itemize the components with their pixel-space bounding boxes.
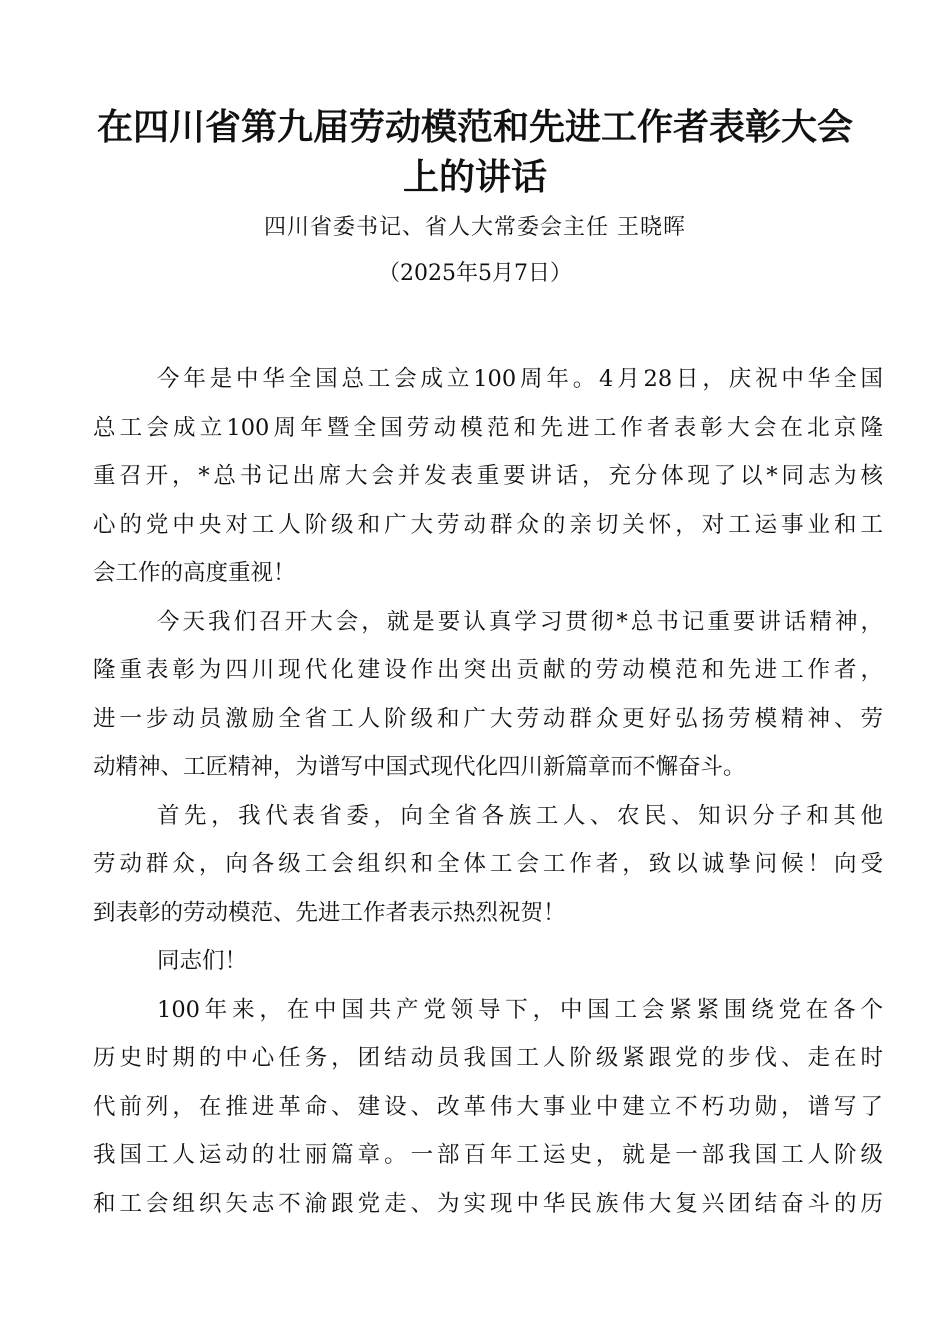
- document-author: 四川省委书记、省人大常委会主任 王晓晖: [264, 215, 686, 240]
- document-title-line-2: 上的讲话: [402, 157, 547, 198]
- paragraph-line: 同志们！: [157, 948, 248, 974]
- paragraph-line: 重召开，*总书记出席大会并发表重要讲话，充分体现了以*同志为核: [93, 463, 883, 489]
- paragraph-line: 历史时期的中心任务，团结动员我国工人阶级紧跟党的步伐、走在时: [93, 1045, 883, 1071]
- paragraph-line: 进一步动员激励全省工人阶级和广大劳动群众更好弘扬劳模精神、劳: [93, 705, 883, 732]
- paragraph-line: 我国工人运动的壮丽篇章。一部百年工运史，就是一部我国工人阶级: [93, 1142, 883, 1168]
- paragraph-line: 和工会组织矢志不渝跟党走、为实现中华民族伟大复兴团结奋斗的历: [93, 1190, 883, 1217]
- paragraph-line: 100年来，在中国共产党领导下，中国工会紧紧围绕党在各个: [157, 996, 883, 1023]
- paragraph-line: 会工作的高度重视！: [93, 560, 296, 586]
- paragraph-line: 心的党中央对工人阶级和广大劳动群众的亲切关怀，对工运事业和工: [93, 511, 883, 538]
- paragraph-line: 总工会成立100周年暨全国劳动模范和先进工作者表彰大会在北京隆: [93, 414, 883, 441]
- paragraph-line: 今年是中华全国总工会成立100周年。4月28日，庆祝中华全国: [157, 366, 883, 392]
- document-body: [93, 355, 883, 1228]
- paragraph-line: 隆重表彰为四川现代化建设作出突出贡献的劳动模范和先进工作者，: [93, 657, 883, 683]
- paragraph-line: 代前列，在推进革命、建设、改革伟大事业中建立不朽功勋，谱写了: [93, 1093, 883, 1120]
- paragraph-line: 首先，我代表省委，向全省各族工人、农民、知识分子和其他: [157, 802, 883, 829]
- paragraph-line: 到表彰的劳动模范、先进工作者表示热烈祝贺！: [93, 899, 566, 926]
- document-date: （2025年5月7日）: [378, 261, 572, 286]
- paragraph-line: 今天我们召开大会，就是要认真学习贯彻*总书记重要讲话精神，: [157, 608, 883, 635]
- document-title-line-1: 在四川省第九届劳动模范和先进工作者表彰大会: [96, 107, 853, 148]
- paragraph-line: 劳动群众，向各级工会组织和全体工会工作者，致以诚挚问候！向受: [93, 851, 883, 877]
- paragraph-line: 动精神、工匠精神，为谱写中国式现代化四川新篇章而不懈奋斗。: [93, 754, 746, 780]
